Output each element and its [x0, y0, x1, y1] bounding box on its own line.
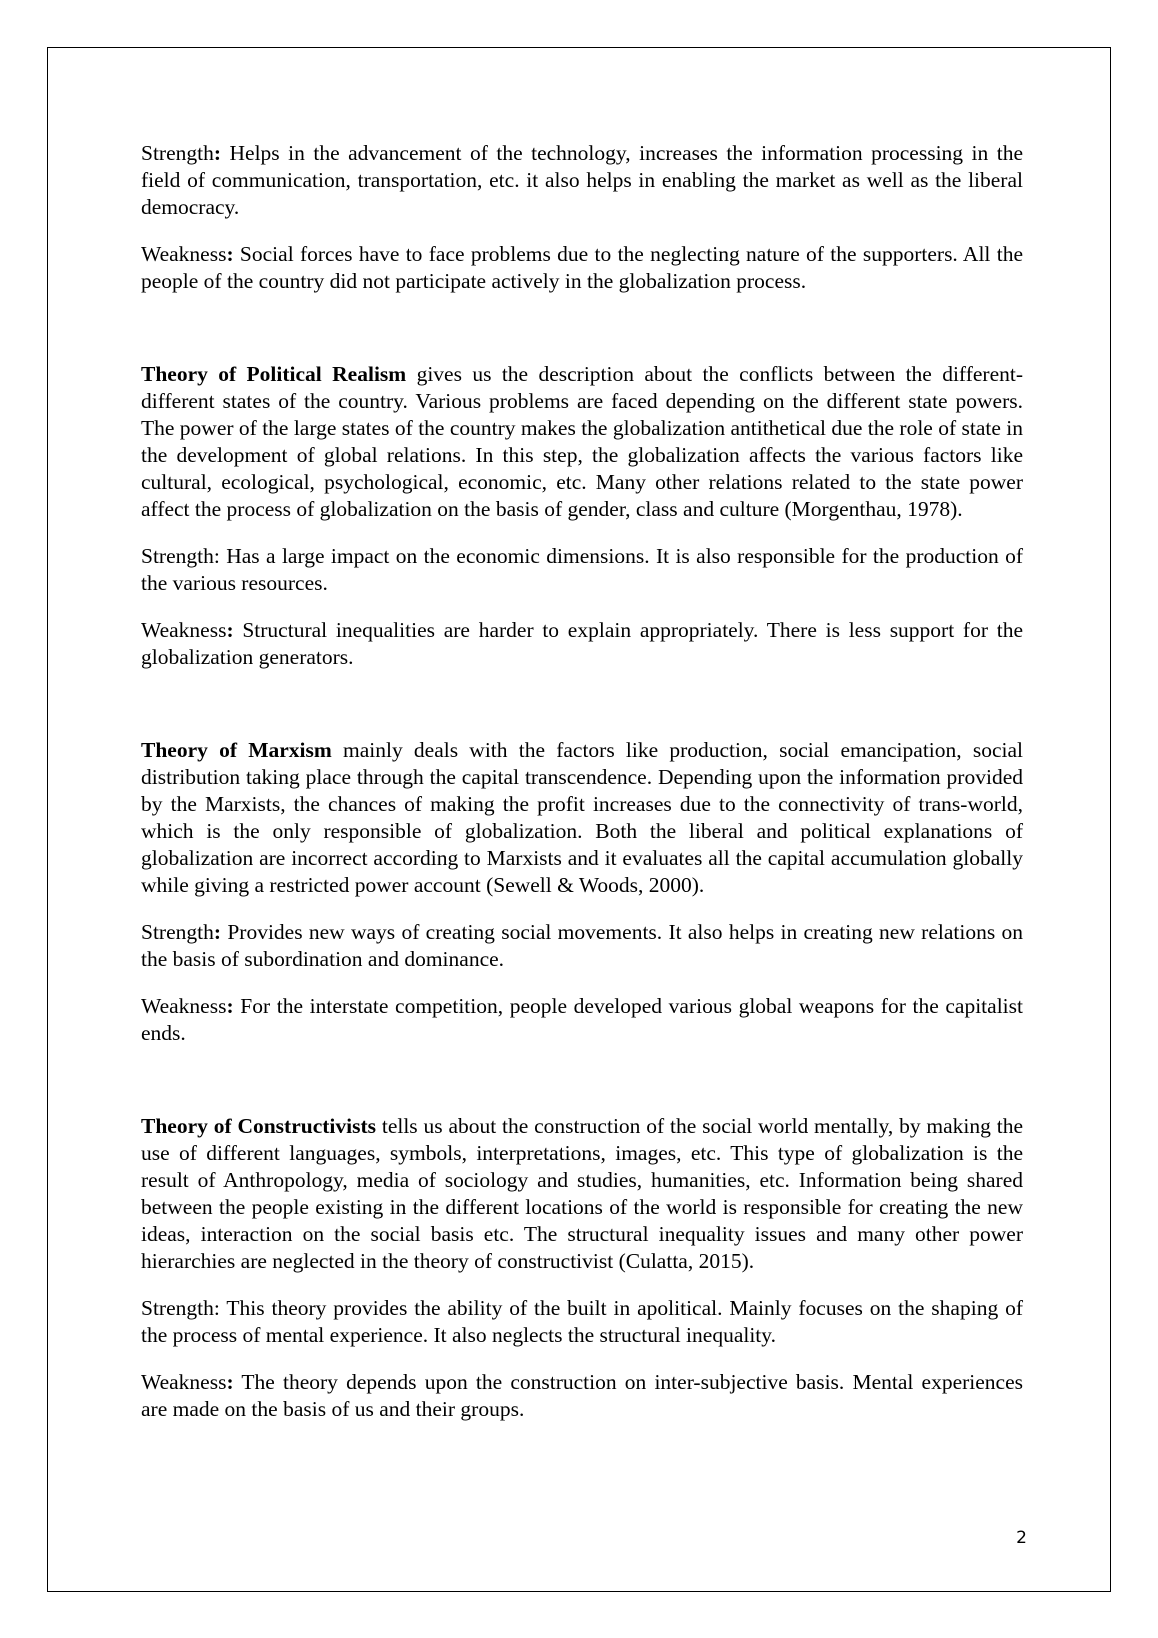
- weakness-paragraph: [141, 617, 1023, 671]
- strength-paragraph: [141, 1295, 1023, 1349]
- weakness-text: Structural inequalities are harder to explain appropriately. There is less support for the globalization generators.: [141, 618, 1023, 669]
- strength-text: Provides new ways of creating social movements. It also helps in creating new relations on the basis of subordination and dominance.: [141, 920, 1023, 971]
- strength-label: Strength: [141, 141, 214, 165]
- theory-term: Theory of Marxism: [141, 738, 332, 762]
- weakness-colon: :: [226, 994, 234, 1018]
- strength-label: Strength: [141, 1296, 214, 1320]
- strength-label: Strength: [141, 544, 214, 568]
- strength-colon: :: [213, 920, 222, 944]
- document-body: [141, 140, 1023, 1443]
- strength-colon: :: [213, 141, 222, 165]
- weakness-colon: :: [226, 1370, 234, 1394]
- strength-text: This theory provides the ability of the built in apolitical. Mainly focuses on the shaping of the process of mental experience. It also neglects the structural inequality.: [141, 1296, 1023, 1347]
- strength-text: Has a large impact on the economic dimensions. It is also responsible for the production of the various resources.: [141, 544, 1023, 595]
- theory-paragraph-political-realism: [141, 361, 1023, 523]
- weakness-text: Social forces have to face problems due to the neglecting nature of the supporters. All the people of the country did not participate actively in the globalization process.: [141, 242, 1023, 293]
- strength-text: Helps in the advancement of the technology, increases the information processing in the field of communication, transportation, etc. it also helps in enabling the market as well as the liberal democracy.: [141, 141, 1023, 219]
- strength-paragraph: [141, 140, 1023, 221]
- theory-term: Theory of Political Realism: [141, 362, 407, 386]
- theory-description: gives us the description about the conflicts between the different-different states of the country. Various problems are faced depending on the different state powers. The power of the large states of the country makes the globalization antithetical due the role of state in the development of global relations. In this step, the globalization affects the various factors like cultural, ecological, psychological, economic, etc. Many other relations related to the state power affect the process of globalization on the basis of gender, class and culture (Morgenthau, 1978).: [141, 362, 1023, 521]
- strength-label: Strength: [141, 920, 214, 944]
- theory-description: tells us about the construction of the social world mentally, by making the use of different languages, symbols, interpretations, images, etc. This type of globalization is the result of Anthropology, media of sociology and studies, humanities, etc. Information being shared between the people existing in the different locations of the world is responsible for creating the new ideas, interaction on the social basis etc. The structural inequality issues and many other power hierarchies are neglected in the theory of constructivist (Culatta, 2015).: [141, 1114, 1023, 1273]
- weakness-paragraph: [141, 1369, 1023, 1423]
- weakness-label: Weakness: [141, 242, 227, 266]
- page-number: 2: [1016, 1528, 1027, 1548]
- strength-colon: :: [213, 1296, 220, 1320]
- weakness-paragraph: [141, 241, 1023, 295]
- theory-description: mainly deals with the factors like production, social emancipation, social distribution taking place through the capital transcendence. Depending upon the information provided by the Marxists, the chances of making the profit increases due to the connectivity of trans-world, which is the only responsible of globalization. Both the liberal and political explanations of globalization are incorrect according to Marxists and it evaluates all the capital accumulation globally while giving a restricted power account (Sewell & Woods, 2000).: [141, 738, 1023, 897]
- theory-paragraph-marxism: [141, 737, 1023, 899]
- theory-term: Theory of Constructivists: [141, 1114, 377, 1138]
- strength-paragraph: [141, 919, 1023, 973]
- weakness-label: Weakness: [141, 994, 227, 1018]
- weakness-paragraph: [141, 993, 1023, 1047]
- weakness-label: Weakness: [141, 618, 227, 642]
- theory-paragraph-constructivists: [141, 1113, 1023, 1275]
- weakness-label: Weakness: [141, 1370, 227, 1394]
- weakness-text: The theory depends upon the construction on inter-subjective basis. Mental experiences are made on the basis of us and their groups.: [141, 1370, 1023, 1421]
- strength-colon: :: [213, 544, 220, 568]
- weakness-colon: :: [226, 242, 234, 266]
- weakness-colon: :: [226, 618, 234, 642]
- strength-paragraph: [141, 543, 1023, 597]
- weakness-text: For the interstate competition, people developed various global weapons for the capitalist ends.: [141, 994, 1023, 1045]
